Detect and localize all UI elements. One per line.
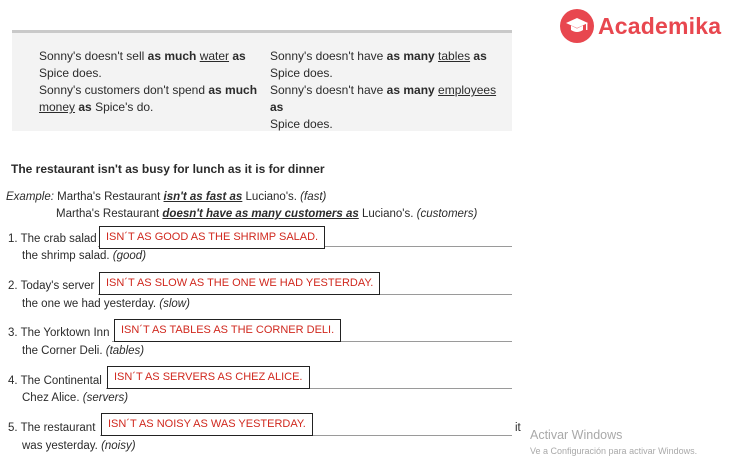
exercise-item-5-tail: it [515, 422, 521, 434]
logo-text: Academika [598, 12, 722, 39]
section-heading: The restaurant isn't as busy for lunch as it is for dinner [11, 162, 325, 176]
example-line-2: Martha's Restaurant doesn't have as many customers as Luciano's. (customers) [56, 208, 478, 220]
exercise-item-5-continuation: was yesterday. (noisy) [22, 440, 136, 452]
examples-column-2: Sonny's doesn't have as many tables as Spice does. Sonny's doesn't have as many employees as Spice does. [270, 49, 497, 131]
academika-logo [560, 8, 721, 44]
example-line-1: Example: Martha's Restaurant isn't as fast as Luciano's. (fast) [6, 191, 327, 203]
exercise-item-2-continuation: the one we had yesterday. (slow) [22, 298, 190, 310]
examples-column-1: Sonny's doesn't sell as much water as Spice does. Sonny's customers don't spend as much money as Spice's do. [39, 49, 258, 114]
answer-box-1[interactable]: ISN´T AS GOOD AS THE SHRIMP SALAD. [99, 226, 325, 249]
answer-box-2[interactable]: ISN´T AS SLOW AS THE ONE WE HAD YESTERDAY. [99, 272, 380, 295]
exercise-item-1: 1. The crab salad [8, 233, 97, 245]
windows-activation-title: Activar Windows [530, 428, 623, 442]
exercise-item-5: 5. The restaurant [8, 422, 96, 434]
exercise-item-1-continuation: the shrimp salad. (good) [22, 250, 147, 262]
exercise-item-4-continuation: Chez Alice. (servers) [22, 392, 129, 404]
exercise-item-4: 4. The Continental [8, 375, 102, 387]
answer-box-5[interactable]: ISN´T AS NOISY AS WAS YESTERDAY. [101, 413, 313, 436]
answer-box-4[interactable]: ISN´T AS SERVERS AS CHEZ ALICE. [107, 366, 310, 389]
exercise-item-2: 2. Today's server [8, 280, 95, 292]
answer-box-3[interactable]: ISN´T AS TABLES AS THE CORNER DELI. [114, 319, 341, 342]
graduation-cap-icon [560, 9, 594, 43]
exercise-item-3: 3. The Yorktown Inn [8, 327, 110, 339]
exercise-item-3-continuation: the Corner Deli. (tables) [22, 345, 145, 357]
windows-activation-subtitle: Ve a Configuración para activar Windows. [530, 446, 698, 456]
